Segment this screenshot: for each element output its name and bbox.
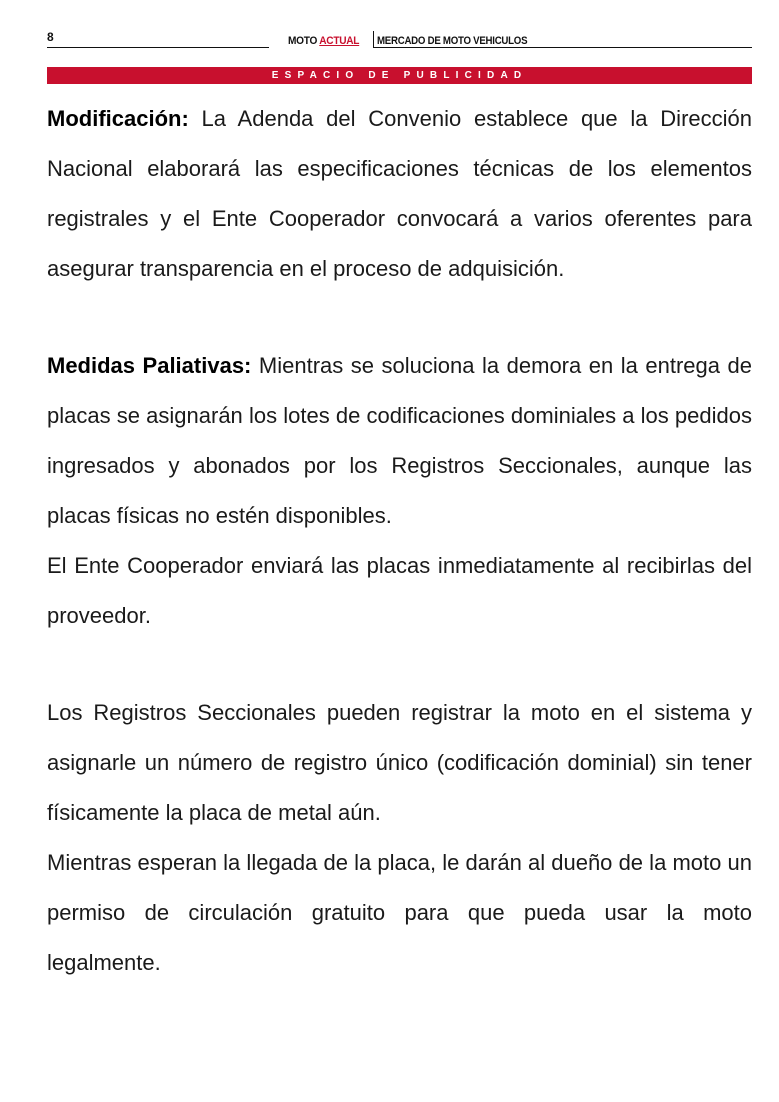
header-rule-right [373, 47, 752, 48]
header-rule-left [47, 47, 269, 48]
paragraph-ente-cooperador: El Ente Cooperador enviará las placas inmediatamente al recibirlas del proveedor. [47, 553, 752, 628]
article-body [47, 94, 752, 988]
section-title: MERCADO DE MOTO VEHICULOS [377, 35, 528, 47]
text-medidas-paliativas: Mientras se soluciona la demora en la entrega de placas se asignarán los lotes de codificaciones dominiales a los pedidos ingresados y abonados por los Registros Seccionales, aunque las placas físicas no estén disponibles. [47, 353, 752, 528]
brand-actual: ACTUAL [319, 35, 360, 47]
paragraph-permiso-circulacion: Mientras esperan la llegada de la placa, le darán al dueño de la moto un permiso de circulación gratuito para que pueda usar la moto legalmente. [47, 850, 752, 975]
text-modificacion: La Adenda del Convenio establece que la Dirección Nacional elaborará las especificaciones técnicas de los elementos registrales y el Ente Cooperador convocará a varios oferentes para asegurar transparencia en el proceso de adquisición. [47, 106, 752, 281]
brand-logo [288, 35, 359, 47]
brand-moto: MOTO [288, 35, 318, 47]
page-number: 8 [47, 30, 54, 44]
page-header [47, 28, 752, 52]
paragraph-modificacion [47, 94, 752, 294]
header-divider [373, 31, 374, 48]
heading-modificacion: Modificación: [47, 106, 189, 131]
paragraph-medidas-paliativas [47, 341, 752, 541]
heading-medidas-paliativas: Medidas Paliativas: [47, 353, 252, 378]
paragraph-registros-seccionales: Los Registros Seccionales pueden registrar la moto en el sistema y asignarle un número de registro único (codificación dominial) sin tener físicamente la placa de metal aún. [47, 700, 752, 825]
advertising-banner: ESPACIO DE PUBLICIDAD [47, 67, 752, 84]
